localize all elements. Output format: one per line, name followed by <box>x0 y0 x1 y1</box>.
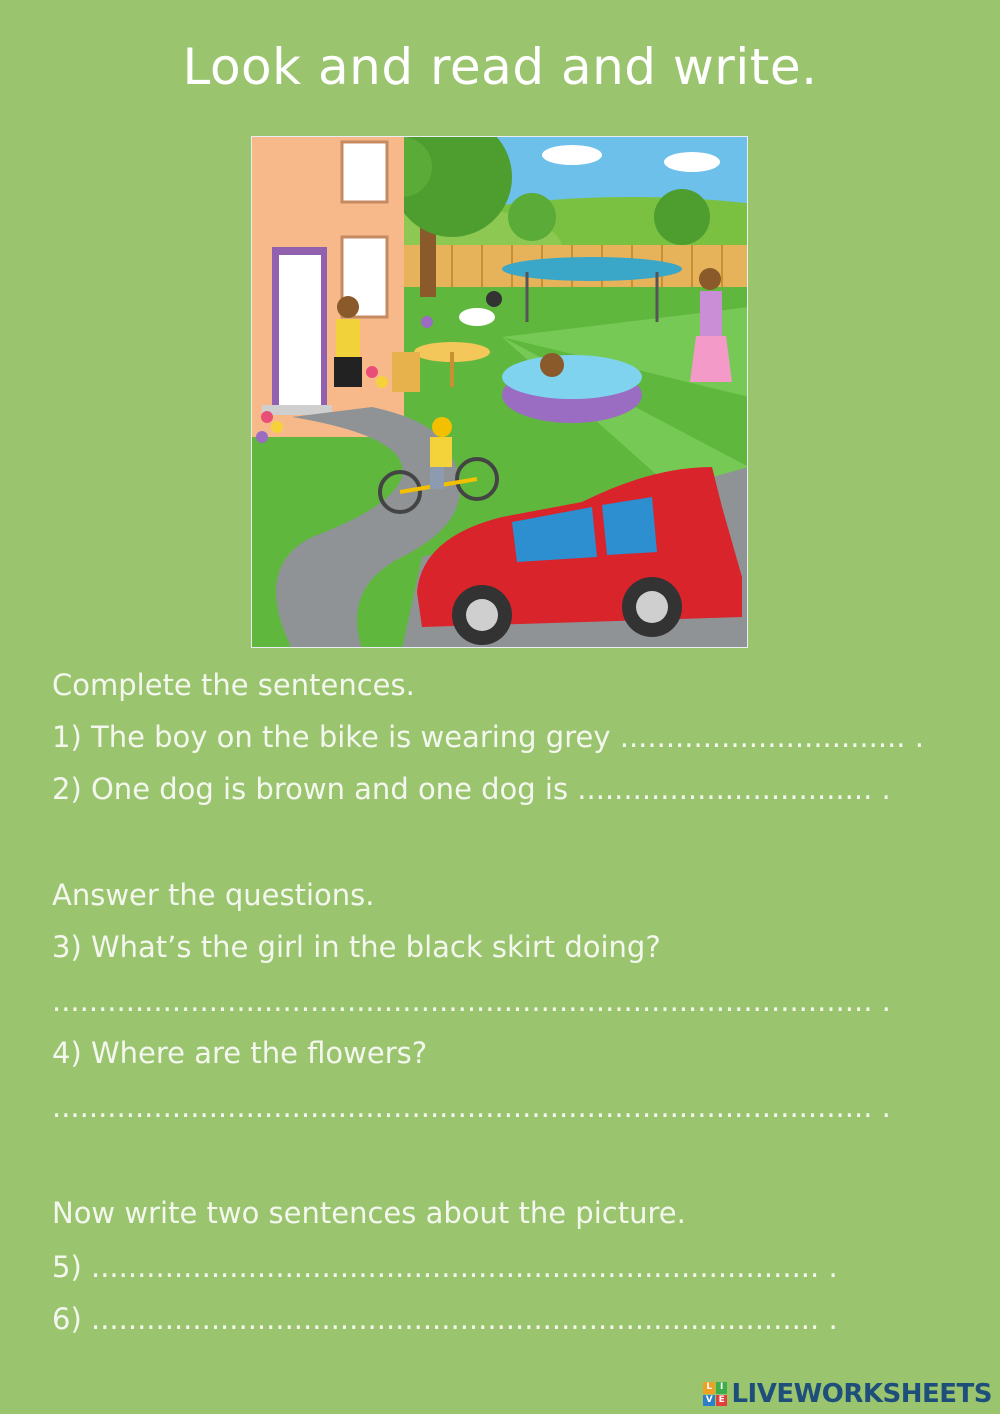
section2-heading: Answer the questions. <box>52 878 375 912</box>
section1-heading: Complete the sentences. <box>52 668 415 702</box>
question-1-row <box>52 720 924 754</box>
answer-5-field[interactable]: ............................................................................... . <box>90 1250 838 1284</box>
worksheet-title: Look and read and write. <box>182 38 818 96</box>
section3-heading: Now write two sentences about the picture. <box>52 1196 686 1230</box>
question-5-number: 5) <box>52 1250 82 1284</box>
garden-scene-illustration <box>252 137 748 648</box>
question-2-row <box>52 772 891 806</box>
question-3-text: 3) What’s the girl in the black skirt doing? <box>52 930 661 964</box>
answer-6-field[interactable]: ............................................................................... . <box>90 1302 838 1336</box>
garden-picture <box>251 136 748 648</box>
answer-3-field[interactable]: ......................................................................................... . <box>52 984 891 1018</box>
question-5-row <box>52 1250 838 1284</box>
question-2-text: 2) One dog is brown and one dog is <box>52 772 569 806</box>
brand-name: LIVEWORKSHEETS <box>731 1379 992 1409</box>
question-1-text: 1) The boy on the bike is wearing grey <box>52 720 611 754</box>
question-6-number: 6) <box>52 1302 82 1336</box>
answer-4-field[interactable]: ......................................................................................... . <box>52 1090 891 1124</box>
liveworksheets-brand[interactable] <box>703 1378 992 1410</box>
answer-4-row <box>52 1090 891 1124</box>
question-6-row <box>52 1302 838 1336</box>
liveworksheets-logo-icon: L I V E <box>703 1382 727 1406</box>
answer-3-row <box>52 984 891 1018</box>
answer-2-field[interactable]: ................................ . <box>577 772 891 806</box>
answer-1-field[interactable]: ............................... . <box>619 720 924 754</box>
question-4-text: 4) Where are the flowers? <box>52 1036 428 1070</box>
